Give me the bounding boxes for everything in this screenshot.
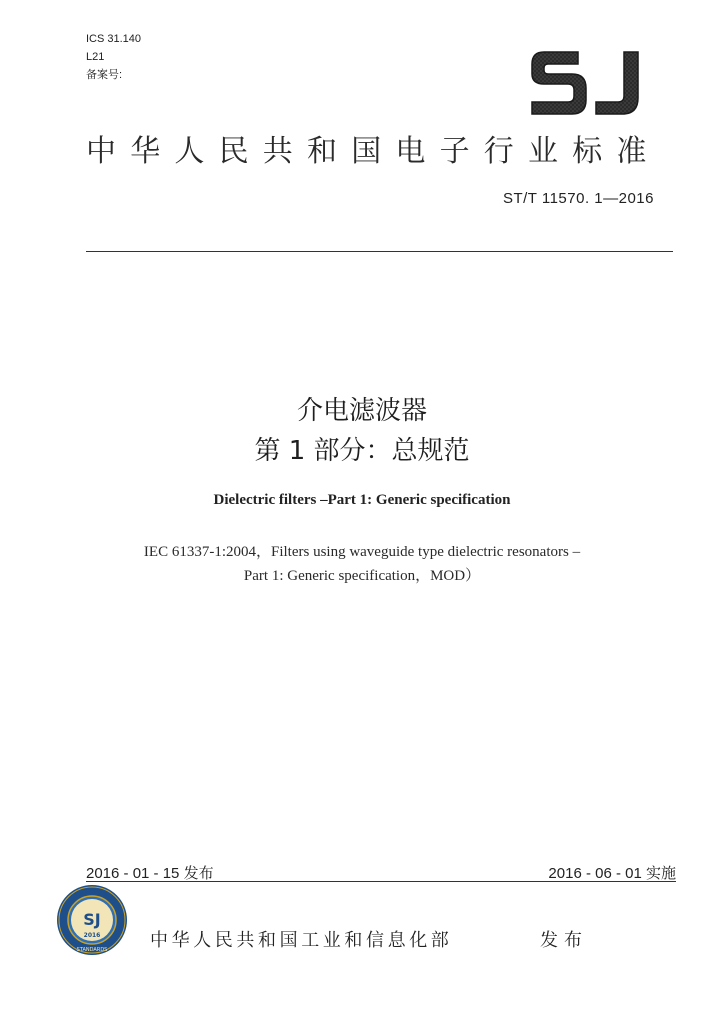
industry-standard-title: 中华人民共和国电子行业标准 <box>86 134 661 169</box>
reference-standard-line-2: Part 1: Generic specification，MOD） <box>243 568 481 584</box>
ics-code: ICS 31.140 <box>86 33 142 45</box>
document-title-cn: 介电滤波器 <box>296 396 427 426</box>
document-title-en: Dielectric filters –Part 1: Generic specification <box>213 492 511 508</box>
classification-code: L21 <box>86 51 105 63</box>
filing-number-label: 备案号: <box>86 69 123 81</box>
reference-standard-line-1: IEC 61337-1:2004，Filters using waveguide type dielectric resonators – <box>143 544 581 560</box>
standard-number: ST/T 11570. 1—2016 <box>502 190 654 207</box>
seal-ring-text: STANDARDS <box>76 947 108 953</box>
publisher-name: 中华人民共和国工业和信息化部 <box>150 930 453 951</box>
seal-center-text: SJ <box>83 910 101 929</box>
publish-label: 发布 <box>540 930 588 951</box>
document-metadata <box>86 30 141 84</box>
footer-divider <box>86 881 676 882</box>
header-divider <box>86 251 673 252</box>
sj-logo <box>528 46 646 118</box>
document-subtitle-cn: 第 1 部分：总规范 <box>254 436 470 466</box>
issue-date: 2016 - 01 - 15 发布 <box>86 865 214 882</box>
sj-standards-seal <box>56 884 128 956</box>
seal-year: 2016 <box>83 932 101 939</box>
implementation-date: 2016 - 06 - 01 实施 <box>548 865 676 882</box>
